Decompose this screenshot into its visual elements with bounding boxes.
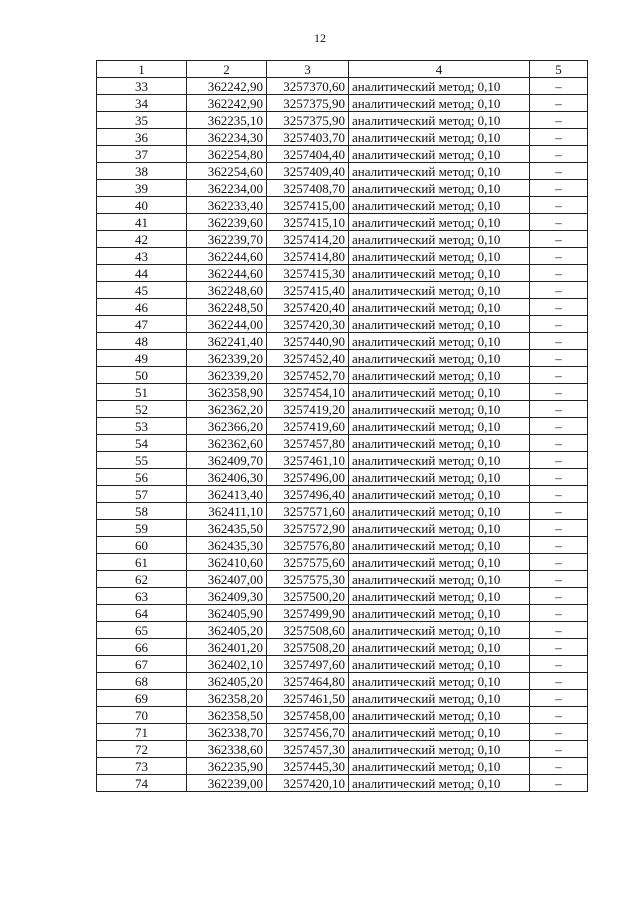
point-number-cell: 50: [97, 367, 187, 384]
point-number-cell: 60: [97, 537, 187, 554]
y-coordinate-cell: 3257415,00: [267, 197, 349, 214]
note-cell: –: [530, 367, 588, 384]
x-coordinate-cell: 362234,30: [187, 129, 267, 146]
y-coordinate-cell: 3257457,80: [267, 435, 349, 452]
point-number-cell: 47: [97, 316, 187, 333]
note-cell: –: [530, 673, 588, 690]
table-row: [97, 452, 588, 469]
table-row: [97, 265, 588, 282]
point-number-cell: 57: [97, 486, 187, 503]
method-cell: аналитический метод; 0,10: [349, 180, 530, 197]
header-col-4: 4: [349, 61, 530, 78]
x-coordinate-cell: 362244,00: [187, 316, 267, 333]
note-cell: –: [530, 520, 588, 537]
table-header: [97, 61, 588, 78]
method-cell: аналитический метод; 0,10: [349, 78, 530, 95]
point-number-cell: 46: [97, 299, 187, 316]
point-number-cell: 48: [97, 333, 187, 350]
header-row: [97, 61, 588, 78]
table-row: [97, 741, 588, 758]
x-coordinate-cell: 362406,30: [187, 469, 267, 486]
note-cell: –: [530, 775, 588, 792]
x-coordinate-cell: 362358,90: [187, 384, 267, 401]
y-coordinate-cell: 3257497,60: [267, 656, 349, 673]
y-coordinate-cell: 3257404,40: [267, 146, 349, 163]
x-coordinate-cell: 362366,20: [187, 418, 267, 435]
table-row: [97, 197, 588, 214]
table-row: [97, 146, 588, 163]
method-cell: аналитический метод; 0,10: [349, 214, 530, 231]
point-number-cell: 39: [97, 180, 187, 197]
table-row: [97, 758, 588, 775]
point-number-cell: 33: [97, 78, 187, 95]
point-number-cell: 58: [97, 503, 187, 520]
x-coordinate-cell: 362405,90: [187, 605, 267, 622]
y-coordinate-cell: 3257452,40: [267, 350, 349, 367]
table-row: [97, 350, 588, 367]
y-coordinate-cell: 3257464,80: [267, 673, 349, 690]
x-coordinate-cell: 362405,20: [187, 673, 267, 690]
table-row: [97, 622, 588, 639]
x-coordinate-cell: 362358,20: [187, 690, 267, 707]
x-coordinate-cell: 362409,70: [187, 452, 267, 469]
table-row: [97, 673, 588, 690]
method-cell: аналитический метод; 0,10: [349, 265, 530, 282]
note-cell: –: [530, 163, 588, 180]
y-coordinate-cell: 3257375,90: [267, 95, 349, 112]
y-coordinate-cell: 3257419,60: [267, 418, 349, 435]
header-col-2: 2: [187, 61, 267, 78]
header-col-5: 5: [530, 61, 588, 78]
point-number-cell: 41: [97, 214, 187, 231]
table-row: [97, 656, 588, 673]
point-number-cell: 66: [97, 639, 187, 656]
y-coordinate-cell: 3257572,90: [267, 520, 349, 537]
y-coordinate-cell: 3257420,30: [267, 316, 349, 333]
method-cell: аналитический метод; 0,10: [349, 197, 530, 214]
y-coordinate-cell: 3257440,90: [267, 333, 349, 350]
note-cell: –: [530, 231, 588, 248]
point-number-cell: 55: [97, 452, 187, 469]
point-number-cell: 37: [97, 146, 187, 163]
point-number-cell: 63: [97, 588, 187, 605]
y-coordinate-cell: 3257496,40: [267, 486, 349, 503]
y-coordinate-cell: 3257571,60: [267, 503, 349, 520]
table-row: [97, 690, 588, 707]
x-coordinate-cell: 362405,20: [187, 622, 267, 639]
x-coordinate-cell: 362244,60: [187, 265, 267, 282]
table-row: [97, 112, 588, 129]
point-number-cell: 34: [97, 95, 187, 112]
method-cell: аналитический метод; 0,10: [349, 588, 530, 605]
y-coordinate-cell: 3257415,30: [267, 265, 349, 282]
point-number-cell: 69: [97, 690, 187, 707]
point-number-cell: 35: [97, 112, 187, 129]
note-cell: –: [530, 401, 588, 418]
note-cell: –: [530, 656, 588, 673]
note-cell: –: [530, 741, 588, 758]
x-coordinate-cell: 362407,00: [187, 571, 267, 588]
x-coordinate-cell: 362248,50: [187, 299, 267, 316]
y-coordinate-cell: 3257375,90: [267, 112, 349, 129]
y-coordinate-cell: 3257415,10: [267, 214, 349, 231]
table-row: [97, 724, 588, 741]
method-cell: аналитический метод; 0,10: [349, 554, 530, 571]
table-row: [97, 282, 588, 299]
point-number-cell: 53: [97, 418, 187, 435]
note-cell: –: [530, 248, 588, 265]
table-row: [97, 418, 588, 435]
point-number-cell: 42: [97, 231, 187, 248]
x-coordinate-cell: 362244,60: [187, 248, 267, 265]
table-row: [97, 248, 588, 265]
method-cell: аналитический метод; 0,10: [349, 690, 530, 707]
note-cell: –: [530, 418, 588, 435]
y-coordinate-cell: 3257420,10: [267, 775, 349, 792]
method-cell: аналитический метод; 0,10: [349, 231, 530, 248]
table-row: [97, 639, 588, 656]
method-cell: аналитический метод; 0,10: [349, 639, 530, 656]
table-row: [97, 469, 588, 486]
y-coordinate-cell: 3257456,70: [267, 724, 349, 741]
note-cell: –: [530, 265, 588, 282]
method-cell: аналитический метод; 0,10: [349, 622, 530, 639]
method-cell: аналитический метод; 0,10: [349, 129, 530, 146]
y-coordinate-cell: 3257415,40: [267, 282, 349, 299]
y-coordinate-cell: 3257414,20: [267, 231, 349, 248]
method-cell: аналитический метод; 0,10: [349, 724, 530, 741]
note-cell: –: [530, 554, 588, 571]
y-coordinate-cell: 3257419,20: [267, 401, 349, 418]
y-coordinate-cell: 3257461,50: [267, 690, 349, 707]
method-cell: аналитический метод; 0,10: [349, 707, 530, 724]
note-cell: –: [530, 197, 588, 214]
table-row: [97, 537, 588, 554]
x-coordinate-cell: 362242,90: [187, 95, 267, 112]
table-row: [97, 214, 588, 231]
method-cell: аналитический метод; 0,10: [349, 163, 530, 180]
note-cell: –: [530, 95, 588, 112]
point-number-cell: 65: [97, 622, 187, 639]
x-coordinate-cell: 362413,40: [187, 486, 267, 503]
x-coordinate-cell: 362410,60: [187, 554, 267, 571]
x-coordinate-cell: 362409,30: [187, 588, 267, 605]
point-number-cell: 45: [97, 282, 187, 299]
point-number-cell: 49: [97, 350, 187, 367]
point-number-cell: 44: [97, 265, 187, 282]
method-cell: аналитический метод; 0,10: [349, 282, 530, 299]
y-coordinate-cell: 3257445,30: [267, 758, 349, 775]
table-row: [97, 384, 588, 401]
note-cell: –: [530, 214, 588, 231]
x-coordinate-cell: 362339,20: [187, 350, 267, 367]
x-coordinate-cell: 362234,00: [187, 180, 267, 197]
note-cell: –: [530, 622, 588, 639]
table-row: [97, 605, 588, 622]
point-number-cell: 64: [97, 605, 187, 622]
x-coordinate-cell: 362254,60: [187, 163, 267, 180]
x-coordinate-cell: 362235,10: [187, 112, 267, 129]
note-cell: –: [530, 571, 588, 588]
table-row: [97, 78, 588, 95]
note-cell: –: [530, 350, 588, 367]
x-coordinate-cell: 362435,50: [187, 520, 267, 537]
note-cell: –: [530, 452, 588, 469]
note-cell: –: [530, 639, 588, 656]
method-cell: аналитический метод; 0,10: [349, 571, 530, 588]
note-cell: –: [530, 707, 588, 724]
table-row: [97, 554, 588, 571]
point-number-cell: 72: [97, 741, 187, 758]
note-cell: –: [530, 112, 588, 129]
x-coordinate-cell: 362233,40: [187, 197, 267, 214]
note-cell: –: [530, 180, 588, 197]
x-coordinate-cell: 362358,50: [187, 707, 267, 724]
table-row: [97, 367, 588, 384]
note-cell: –: [530, 316, 588, 333]
y-coordinate-cell: 3257500,20: [267, 588, 349, 605]
note-cell: –: [530, 282, 588, 299]
method-cell: аналитический метод; 0,10: [349, 452, 530, 469]
point-number-cell: 73: [97, 758, 187, 775]
point-number-cell: 51: [97, 384, 187, 401]
table-row: [97, 299, 588, 316]
point-number-cell: 67: [97, 656, 187, 673]
point-number-cell: 38: [97, 163, 187, 180]
note-cell: –: [530, 690, 588, 707]
coordinates-table: [96, 60, 588, 792]
note-cell: –: [530, 299, 588, 316]
table-row: [97, 707, 588, 724]
point-number-cell: 40: [97, 197, 187, 214]
method-cell: аналитический метод; 0,10: [349, 367, 530, 384]
table-row: [97, 180, 588, 197]
table-row: [97, 163, 588, 180]
method-cell: аналитический метод; 0,10: [349, 95, 530, 112]
point-number-cell: 62: [97, 571, 187, 588]
method-cell: аналитический метод; 0,10: [349, 741, 530, 758]
point-number-cell: 43: [97, 248, 187, 265]
note-cell: –: [530, 537, 588, 554]
y-coordinate-cell: 3257408,70: [267, 180, 349, 197]
method-cell: аналитический метод; 0,10: [349, 775, 530, 792]
method-cell: аналитический метод; 0,10: [349, 316, 530, 333]
table-row: [97, 503, 588, 520]
y-coordinate-cell: 3257403,70: [267, 129, 349, 146]
x-coordinate-cell: 362254,80: [187, 146, 267, 163]
y-coordinate-cell: 3257452,70: [267, 367, 349, 384]
x-coordinate-cell: 362338,60: [187, 741, 267, 758]
method-cell: аналитический метод; 0,10: [349, 605, 530, 622]
table-row: [97, 775, 588, 792]
x-coordinate-cell: 362235,90: [187, 758, 267, 775]
table-row: [97, 231, 588, 248]
note-cell: –: [530, 469, 588, 486]
header-col-1: 1: [97, 61, 187, 78]
note-cell: –: [530, 146, 588, 163]
note-cell: –: [530, 724, 588, 741]
method-cell: аналитический метод; 0,10: [349, 503, 530, 520]
method-cell: аналитический метод; 0,10: [349, 758, 530, 775]
table-row: [97, 435, 588, 452]
header-col-3: 3: [267, 61, 349, 78]
y-coordinate-cell: 3257420,40: [267, 299, 349, 316]
page-number: 12: [314, 31, 326, 45]
table-row: [97, 588, 588, 605]
note-cell: –: [530, 129, 588, 146]
method-cell: аналитический метод; 0,10: [349, 673, 530, 690]
point-number-cell: 71: [97, 724, 187, 741]
method-cell: аналитический метод; 0,10: [349, 384, 530, 401]
x-coordinate-cell: 362339,20: [187, 367, 267, 384]
point-number-cell: 61: [97, 554, 187, 571]
y-coordinate-cell: 3257414,80: [267, 248, 349, 265]
method-cell: аналитический метод; 0,10: [349, 418, 530, 435]
point-number-cell: 36: [97, 129, 187, 146]
note-cell: –: [530, 486, 588, 503]
y-coordinate-cell: 3257409,40: [267, 163, 349, 180]
note-cell: –: [530, 333, 588, 350]
point-number-cell: 52: [97, 401, 187, 418]
point-number-cell: 56: [97, 469, 187, 486]
y-coordinate-cell: 3257508,60: [267, 622, 349, 639]
note-cell: –: [530, 588, 588, 605]
table-body: [97, 78, 588, 792]
y-coordinate-cell: 3257457,30: [267, 741, 349, 758]
point-number-cell: 59: [97, 520, 187, 537]
table-row: [97, 316, 588, 333]
point-number-cell: 54: [97, 435, 187, 452]
method-cell: аналитический метод; 0,10: [349, 299, 530, 316]
table-row: [97, 571, 588, 588]
table-row: [97, 333, 588, 350]
y-coordinate-cell: 3257576,80: [267, 537, 349, 554]
y-coordinate-cell: 3257499,90: [267, 605, 349, 622]
x-coordinate-cell: 362239,70: [187, 231, 267, 248]
x-coordinate-cell: 362411,10: [187, 503, 267, 520]
x-coordinate-cell: 362402,10: [187, 656, 267, 673]
x-coordinate-cell: 362401,20: [187, 639, 267, 656]
table-row: [97, 486, 588, 503]
note-cell: –: [530, 605, 588, 622]
method-cell: аналитический метод; 0,10: [349, 350, 530, 367]
method-cell: аналитический метод; 0,10: [349, 656, 530, 673]
table-row: [97, 129, 588, 146]
method-cell: аналитический метод; 0,10: [349, 112, 530, 129]
point-number-cell: 74: [97, 775, 187, 792]
note-cell: –: [530, 503, 588, 520]
x-coordinate-cell: 362362,20: [187, 401, 267, 418]
method-cell: аналитический метод; 0,10: [349, 520, 530, 537]
y-coordinate-cell: 3257496,00: [267, 469, 349, 486]
note-cell: –: [530, 758, 588, 775]
note-cell: –: [530, 384, 588, 401]
x-coordinate-cell: 362241,40: [187, 333, 267, 350]
point-number-cell: 70: [97, 707, 187, 724]
note-cell: –: [530, 435, 588, 452]
x-coordinate-cell: 362239,60: [187, 214, 267, 231]
y-coordinate-cell: 3257575,30: [267, 571, 349, 588]
table-row: [97, 520, 588, 537]
method-cell: аналитический метод; 0,10: [349, 435, 530, 452]
method-cell: аналитический метод; 0,10: [349, 537, 530, 554]
method-cell: аналитический метод; 0,10: [349, 486, 530, 503]
y-coordinate-cell: 3257454,10: [267, 384, 349, 401]
table-row: [97, 401, 588, 418]
point-number-cell: 68: [97, 673, 187, 690]
note-cell: –: [530, 78, 588, 95]
method-cell: аналитический метод; 0,10: [349, 401, 530, 418]
x-coordinate-cell: 362338,70: [187, 724, 267, 741]
x-coordinate-cell: 362248,60: [187, 282, 267, 299]
y-coordinate-cell: 3257461,10: [267, 452, 349, 469]
y-coordinate-cell: 3257458,00: [267, 707, 349, 724]
x-coordinate-cell: 362239,00: [187, 775, 267, 792]
y-coordinate-cell: 3257575,60: [267, 554, 349, 571]
method-cell: аналитический метод; 0,10: [349, 333, 530, 350]
x-coordinate-cell: 362435,30: [187, 537, 267, 554]
y-coordinate-cell: 3257508,20: [267, 639, 349, 656]
method-cell: аналитический метод; 0,10: [349, 248, 530, 265]
y-coordinate-cell: 3257370,60: [267, 78, 349, 95]
x-coordinate-cell: 362362,60: [187, 435, 267, 452]
table-row: [97, 95, 588, 112]
x-coordinate-cell: 362242,90: [187, 78, 267, 95]
method-cell: аналитический метод; 0,10: [349, 469, 530, 486]
method-cell: аналитический метод; 0,10: [349, 146, 530, 163]
